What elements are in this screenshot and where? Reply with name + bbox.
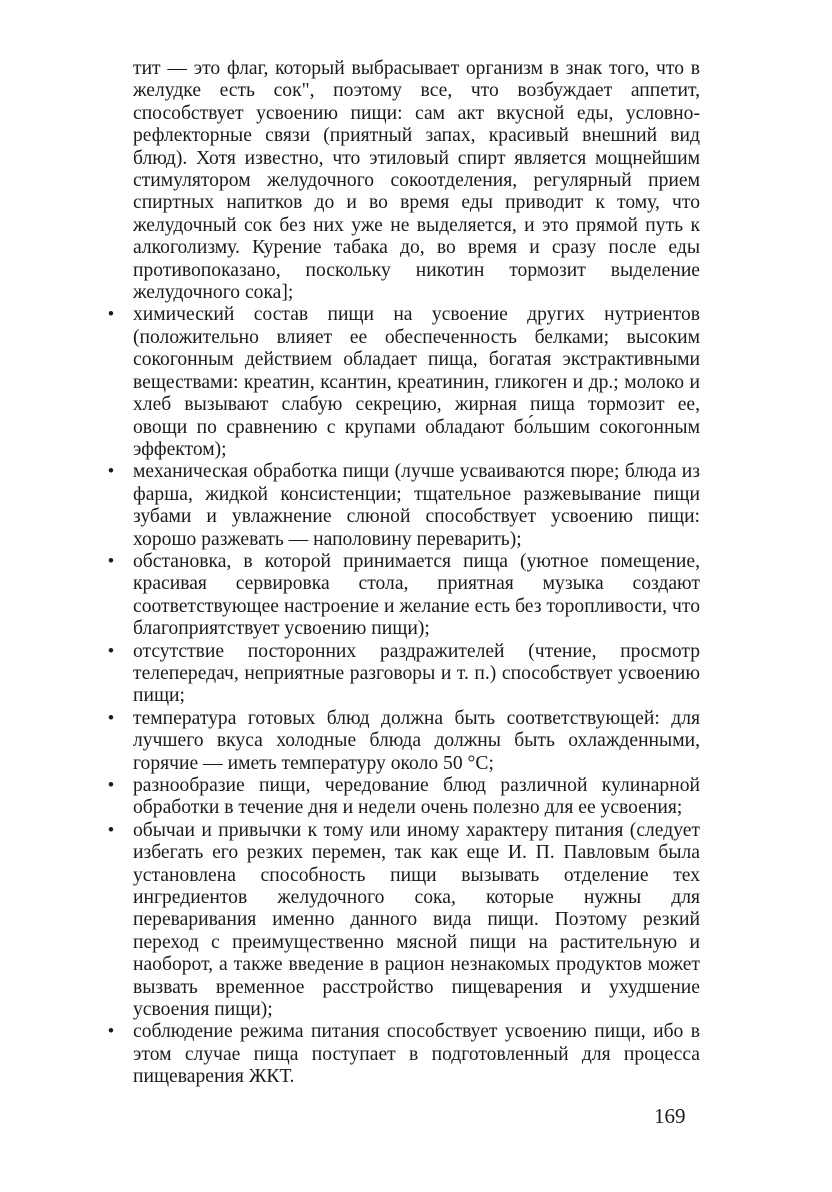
bullet-icon: • xyxy=(107,304,115,326)
list-item xyxy=(100,304,700,461)
list-item xyxy=(100,1021,700,1088)
list-item xyxy=(100,820,700,1022)
bullet-icon: • xyxy=(107,461,115,483)
list-item xyxy=(100,775,700,820)
list-item-text: температура готовых блюд должна быть соответствующей: для лучшего вкуса холодные блюда должны быть охлажденными, горячие — иметь температуру около 50 °С; xyxy=(133,707,700,774)
list-item-text: отсутствие посторонних раздражителей (чтение, просмотр телепередач, неприятные разговоры и т. п.) способствует усвоению пищи; xyxy=(133,640,700,707)
bullet-list xyxy=(100,304,700,1088)
intro-paragraph: тит — это флаг, который выбрасывает организм в знак того, что в желудке есть сок", поэтому все, что возбуждает аппетит, способствует усвоению пищи: сам акт вкусной еды, условно-рефлекторные связи (приятный запах, красивый внешний вид блюд). Хотя известно, что этиловый спирт является мощнейшим стимулятором желудочного сокоотделения, регулярный прием спиртных напитков до и во время еды приводит к тому, что желудочный сок без них уже не выделяется, и это прямой путь к алкоголизму. Курение табака до, во время и сразу после еды противопоказано, поскольку никотин тормозит выделение желудочного сока]; xyxy=(133,58,700,304)
bullet-icon: • xyxy=(107,1021,115,1043)
page-number: 169 xyxy=(654,1104,686,1128)
list-item xyxy=(100,708,700,775)
list-item-text: обычаи и привычки к тому или иному характеру питания (следует избегать его резких перемен, так как еще И. П. Павловым была установлена способность пищи вызывать отделение тех ингредиентов желудочного сока, которые нужны для переваривания именно данного вида пищи. Поэтому резкий переход с преимущественно мясной пищи на растительную и наоборот, а также введение в рацион незнакомых продуктов может вызвать временное расстройство пищеварения и ухудшение усвоения пищи); xyxy=(133,819,700,1021)
body-text xyxy=(100,58,700,1089)
list-item xyxy=(100,641,700,708)
list-item-text: соблюдение режима питания способствует усвоению пищи, ибо в этом случае пища поступает в подготовленный для процесса пищеварения ЖКТ. xyxy=(133,1021,700,1088)
list-item xyxy=(100,551,700,641)
bullet-icon: • xyxy=(107,550,115,572)
bullet-icon: • xyxy=(107,775,115,796)
list-item-text: химический состав пищи на усвоение других нутриентов (положительно влияет ее обеспеченность белками; высоким сокогонным действием обладает пища, богатая экстрактивными веществами: креатин, ксантин, креатинин, гликоген и др.; молоко и хлеб вызывают слабую секрецию, жирная пища тормозит ее, овощи по сравнению с крупами обладают бо́льшим сокогонным эффектом); xyxy=(133,304,700,460)
list-item-text: обстановка, в которой принимается пища (уютное помещение, красивая сервировка стола, приятная музыка создают соответствующее настроение и желание есть без торопливости, что благоприятствует усвоению пищи); xyxy=(133,550,700,640)
bullet-icon: • xyxy=(107,640,115,662)
list-item xyxy=(100,461,700,551)
bullet-icon: • xyxy=(107,707,115,729)
list-item-text: механическая обработка пищи (лучше усваиваются пюре; блюда из фарша, жидкой консистенции; тщательное разжевывание пищи зубами и увлажнение слюной способствует усвоению пищи: хорошо разжевать — наполовину переварить); xyxy=(133,461,700,550)
list-item-text: разнообразие пищи, чередование блюд различной кулинарной обработки в течение дня и недели очень полезно для ее усвоения; xyxy=(133,775,700,819)
bullet-icon: • xyxy=(107,819,115,841)
